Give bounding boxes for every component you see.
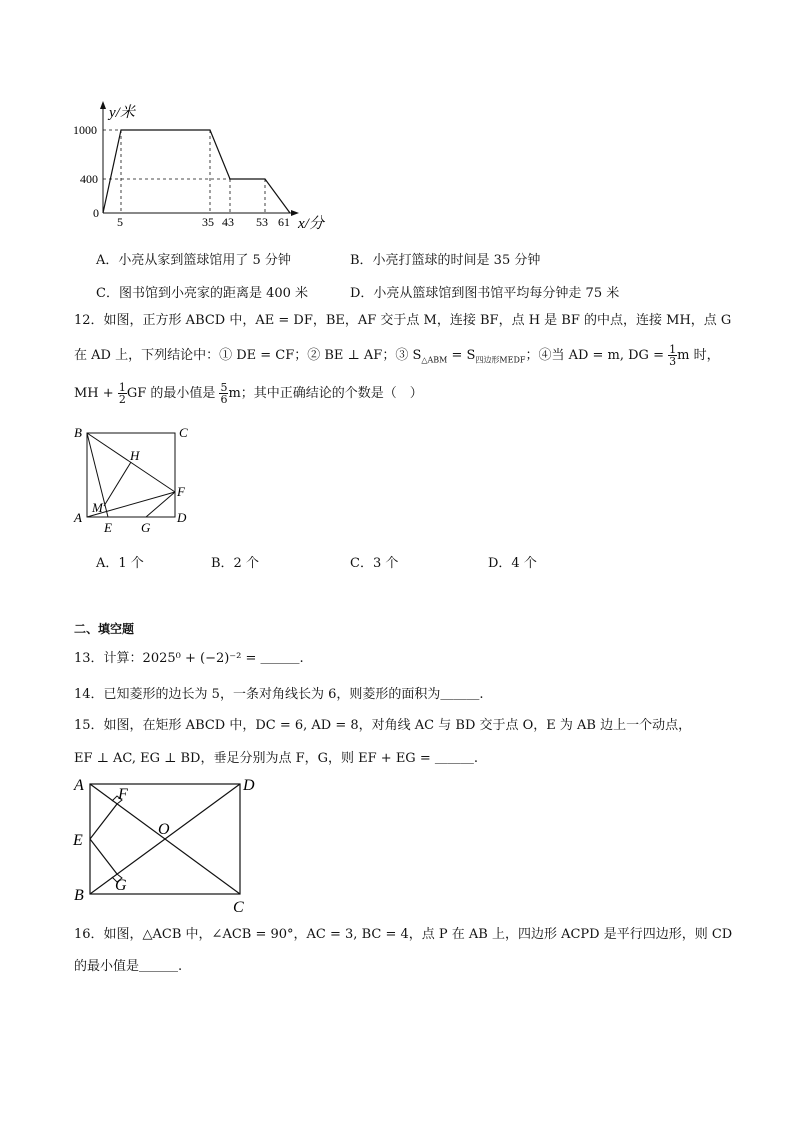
y-tick-0: 0: [93, 206, 99, 220]
x-tick-61: 61: [278, 215, 290, 229]
label-d: D: [177, 510, 187, 525]
q12-line1: 12．如图，正方形 ABCD 中，AE = DF，BE，AF 交于点 M，连接 BF，点 H 是 BF 的中点，连接 MH，点 G: [74, 313, 732, 328]
label-b: B: [74, 887, 84, 904]
q11-option-a: A．小亮从家到篮球馆用了 5 分钟: [96, 253, 291, 268]
q12-option-a: A．1 个: [96, 556, 144, 571]
x-tick-53: 53: [256, 215, 268, 229]
q11-option-d: D．小亮从篮球馆到图书馆平均每分钟走 75 米: [350, 286, 620, 301]
q14: 14．已知菱形的边长为 5，一条对角线长为 6，则菱形的面积为＿＿＿.: [74, 687, 484, 702]
fraction-five-sixths: $\frac{5}{6}$: [220, 381, 228, 406]
fraction-one-half: $\frac{1}{2}$: [118, 381, 126, 406]
rectangle-figure: [70, 772, 270, 917]
label-f: F: [118, 786, 128, 803]
x-tick-35: 35: [202, 215, 214, 229]
label-a: A: [74, 510, 82, 525]
y-axis-label: y/米: [109, 105, 135, 121]
q16-line1: 16．如图，△ACB 中，∠ACB = 90°，AC = 3, BC = 4，点 P 在 AB 上，四边形 ACPD 是平行四边形，则 CD: [74, 927, 733, 942]
q12-option-c: C．3 个: [350, 556, 399, 571]
label-c: C: [233, 899, 244, 916]
label-m: M: [92, 500, 103, 515]
fraction-one-third: $\frac{1}{3}$: [669, 343, 677, 368]
q11-option-c: C．图书馆到小亮家的距离是 400 米: [96, 286, 309, 301]
y-tick-1000: 1000: [73, 123, 97, 137]
section-title-fill-in: 二、填空题: [74, 622, 135, 636]
x-tick-5: 5: [117, 215, 123, 229]
label-b: B: [74, 425, 82, 440]
label-o: O: [158, 821, 170, 838]
q15-line1: 15．如图，在矩形 ABCD 中，DC = 6, AD = 8，对角线 AC 与 BD 交于点 O，E 为 AB 边上一个动点，: [74, 718, 692, 733]
q15-line2: EF ⊥ AC, EG ⊥ BD，垂足分别为点 F，G，则 EF + EG = ＿＿＿.: [74, 751, 478, 766]
x-axis-label: x/分: [298, 216, 324, 232]
q12-line2: 在 AD 上，下列结论中：① DE = CF；② BE ⊥ AF；③ $S_{\triangle ABM} = S_{四边形MEDF}$；④当 AD = m, DG = $\frac{1}{3}$ m 时，: [74, 343, 720, 368]
label-g: G: [141, 520, 151, 535]
label-e: E: [104, 520, 112, 535]
y-tick-400: 400: [80, 172, 98, 186]
q11-option-b: B．小亮打篮球的时间是 35 分钟: [350, 253, 541, 268]
label-e: E: [73, 832, 83, 849]
square-figure: [70, 422, 195, 537]
x-tick-43: 43: [222, 215, 234, 229]
label-d: D: [243, 777, 255, 794]
q12-line3: MH + $\frac{1}{2}$ GF 的最小值是 $\frac{5}{6}$ m；其中正确结论的个数是（ ）: [74, 381, 423, 406]
label-h: H: [130, 448, 140, 463]
label-g: G: [115, 877, 127, 894]
label-a: A: [74, 777, 84, 794]
q12-option-b: B．2 个: [211, 556, 259, 571]
label-c: C: [179, 425, 188, 440]
q13: 13．计算：2025⁰ + (−2)⁻² = ＿＿＿.: [74, 651, 304, 666]
graph-line: [103, 130, 290, 213]
q12-option-d: D．4 个: [488, 556, 537, 571]
distance-time-graph: [60, 95, 350, 235]
y-axis-arrow: [100, 101, 106, 109]
label-f: F: [177, 484, 185, 499]
q16-line2: 的最小值是＿＿＿.: [74, 959, 183, 974]
